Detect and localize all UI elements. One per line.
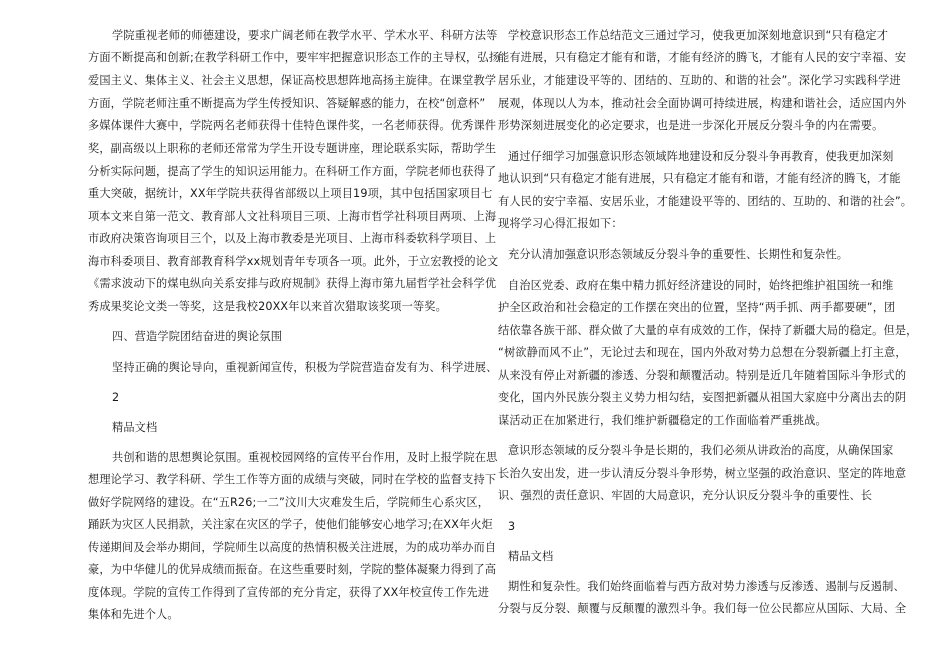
text-line: 《需求波动下的煤电纵向关系安排与政府规制》获得上海市第九届哲学社会科学优 xyxy=(88,277,497,290)
watermark-label: 精品文档 xyxy=(508,550,554,563)
text-line: 学校意识形态工作总结范文三通过学习，使我更加深刻地意识到“只有稳定才 xyxy=(508,29,889,42)
text-line: 能有进展，只有稳定才能有和谐，才能有经济的腾飞，才能有人民的安宁幸福、安 xyxy=(498,51,907,64)
page-number: 3 xyxy=(508,520,516,533)
text-line: 变化，国内外民族分裂主义势力相勾结，妄图把新疆从祖国大家庭中分离出去的阴 xyxy=(498,391,907,404)
text-line: 居乐业，才能建设平等的、团结的、互助的、和谐的社会”。深化学习实践科学进 xyxy=(498,74,901,87)
text-line: 展观，体现以人为本，推动社会全面协调可持续进展，构建和谐社会，适应国内外 xyxy=(498,97,907,110)
text-line: 市政府决策咨询项目三个，以及上海市教委是光项目、上海市科委软科学项目、上 xyxy=(88,232,497,245)
text-line: 做好学院网络的建设。在“五R26;一二”汶川大灾难发生后，学院师生心系灾区， xyxy=(88,496,490,509)
text-line: 想理论学习、教学科研、学生工作等方面的成绩与突破，同时在学校的监督支持下 xyxy=(88,473,497,486)
page-number: 2 xyxy=(112,391,120,404)
text-line: 地认识到“只有稳定才能有进展，只有稳定才能有和谐，才能有经济的腾飞，才能 xyxy=(498,172,901,185)
text-line: 方面不断提高和创新;在教学科研工作中，要牢牢把握意识形态工作的主导权，弘扬 xyxy=(88,51,501,64)
text-line: 集体和先进个人。 xyxy=(88,608,179,621)
watermark-label: 精品文档 xyxy=(112,421,158,434)
text-line: 踊跃为灾区人民捐款，关注家在灾区的学子，使他们能够安心地学习;在XX年火炬 xyxy=(88,518,494,531)
text-line: 期性和复杂性。我们始终面临着与西方敌对势力渗透与反渗透、遏制与反遏制、 xyxy=(508,580,905,593)
text-line: 项本文来自第一范文、教育部人文社科项目三项、上海市哲学社科项目两项、上海 xyxy=(88,210,497,223)
text-line: 形势深刻进展变化的必定要求，也是进一步深化开展反分裂斗争的内在需要。 xyxy=(498,119,884,132)
section-heading: 四、营造学院团结奋进的舆论氛围 xyxy=(112,330,283,343)
text-line: 分析实际问题，提高了学生的知识运用能力。在科研工作方面，学院老师也获得了 xyxy=(88,165,497,178)
text-line: 现将学习心得汇报如下： xyxy=(498,217,623,230)
text-line: 学院重视老师的师德建设，要求广阔老师在教学水平、学术水平、科研方法等 xyxy=(112,29,498,42)
text-line: 意识形态领域的反分裂斗争是长期的，我们必须从讲政治的高度，从确保国家 xyxy=(508,444,894,457)
text-line: 结依靠各族干部、群众做了大量的卓有成效的工作，保持了新疆大局的稳定。但是， xyxy=(498,324,918,337)
text-line: 爱国主义、集体主义、社会主义思想，保证高校思想阵地高扬主旋律。在课堂教学 xyxy=(88,74,497,87)
text-line: 护全区政治和社会稳定的工作摆在突出的位置，坚持“两手抓、两手都要硬”，团 xyxy=(498,301,896,314)
text-line: 豪，为中华健儿的优异成绩而振奋。在这些重要时刻，学院的整体凝聚力得到了高 xyxy=(88,563,497,576)
text-line: 有人民的安宁幸福、安居乐业，才能建设平等的、团结的、互助的、和谐的社会”。 xyxy=(498,195,913,208)
text-line: 传递期间及会举办期间，学院师生以高度的热情积极关注进展，为的成功举办而自 xyxy=(88,541,497,554)
text-line: 长治久安出发，进一步认清反分裂斗争形势，树立坚强的政治意识、坚定的阵地意 xyxy=(498,467,907,480)
text-line: 度体现。学院的宣传工作得到了宣传部的充分肯定，获得了XX年校宣传工作先进 xyxy=(88,586,490,599)
text-line: 从来没有停止对新疆的渗透、分裂和颠覆活动。特别是近几年随着国际斗争形式的 xyxy=(498,369,907,382)
text-line: 奖，副高级以上职称的老师还常常为学生开设专题讲座，理论联系实际，帮助学生 xyxy=(88,142,497,155)
text-line: 重大突破，据统计，XX年学院共获得省部级以上项目19项，其中包括国家项目七 xyxy=(88,187,493,200)
text-line: 海市科委项目、教育部教育科学xx规划青年专项各一项。此外，于立宏教授的论文 xyxy=(88,255,499,268)
text-line: 谋活动正在加紧进行，我们维护新疆稳定的工作面临着严重挑战。 xyxy=(498,414,827,427)
text-line: 分裂与反分裂、颠覆与反颠覆的激烈斗争。我们每一位公民都应从国际、大局、全 xyxy=(498,602,907,615)
text-line: 通过仔细学习加强意识形态领域阵地建设和反分裂斗争再教育，使我更加深刻 xyxy=(508,150,894,163)
text-line: 坚持正确的舆论导向，重视新闻宣传，积极为学院营造奋发有为、科学进展、 xyxy=(112,361,498,374)
text-line: 方面，学院老师注重不断提高为学生传授知识、答疑解惑的能力，在校“创意杯” xyxy=(88,97,486,110)
section-heading: 充分认清加强意识形态领域反分裂斗争的重要性、长期性和复杂性。 xyxy=(508,248,849,261)
text-line: 多媒体课件大赛中，学院两名老师获得十佳特色课件奖，一名老师获得。优秀课件 xyxy=(88,119,497,132)
text-line: 共创和谐的思想舆论氛围。重视校园网络的宣传平台作用，及时上报学院在思 xyxy=(112,451,498,464)
text-line: “树欲静而风不止”，无论过去和现在，国内外敌对势力总想在分裂新疆上打主意， xyxy=(498,346,907,359)
text-line: 自治区党委、政府在集中精力抓好经济建设的同时，始终把维护祖国统一和维 xyxy=(508,279,894,292)
text-line: 识、强烈的责任意识、牢固的大局意识，充分认识反分裂斗争的重要性、长 xyxy=(498,489,873,502)
text-line: 秀成果奖论文类一等奖，这是我校20XX年以来首次猎取该奖项一等奖。 xyxy=(88,300,447,313)
